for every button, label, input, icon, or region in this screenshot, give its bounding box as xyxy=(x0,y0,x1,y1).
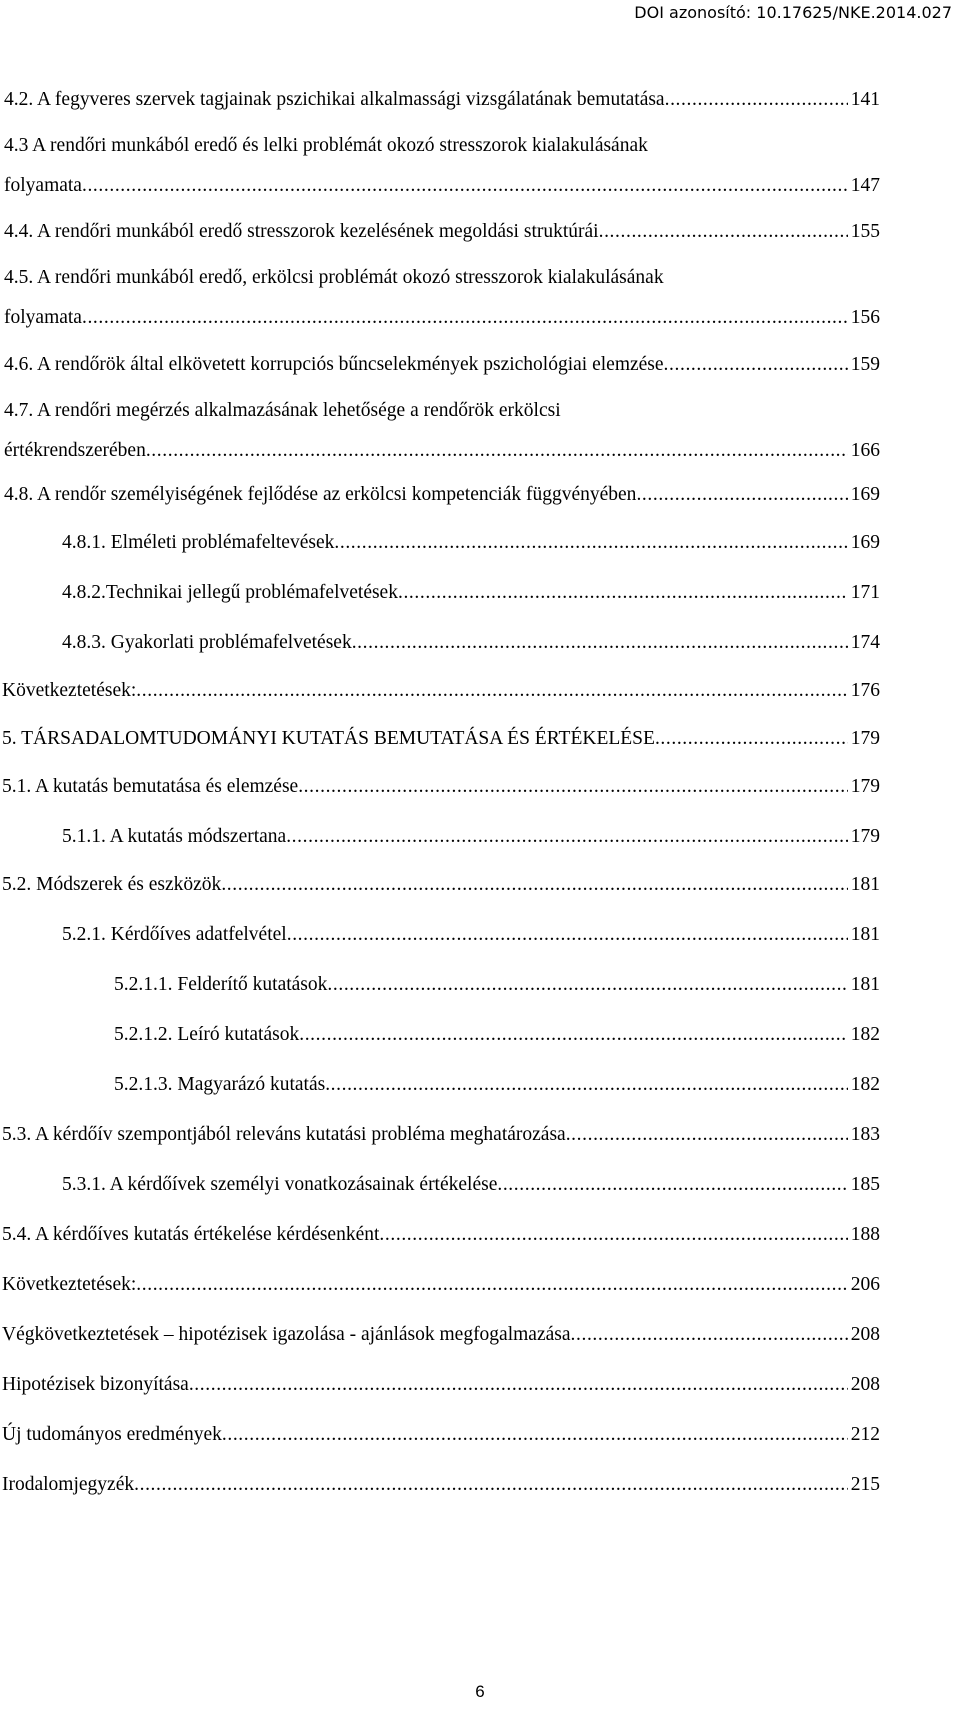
toc-leader-dots xyxy=(136,1272,847,1298)
toc-entry-title: 4.8.2.Technikai jellegű problémafelvetések xyxy=(62,582,398,603)
toc-leader-dots xyxy=(134,1472,848,1498)
toc-page-number: 169 xyxy=(850,532,880,553)
toc-leader-dots xyxy=(327,972,847,998)
toc-leader-dots xyxy=(566,1122,848,1148)
toc-leader-dots xyxy=(352,630,848,656)
toc-page-number: 171 xyxy=(850,582,880,603)
toc-entry-title: Új tudományos eredmények xyxy=(2,1424,222,1445)
toc-leader-dots xyxy=(497,1172,847,1198)
toc-entry[interactable] xyxy=(0,1472,960,1498)
toc-entry-title-line: 4.3 A rendőri munkából eredő és lelki problémát okozó stresszorok kialakulásának xyxy=(4,135,648,156)
toc-leader-dots xyxy=(222,1422,848,1448)
toc-entry[interactable] xyxy=(0,530,960,556)
toc-entry[interactable] xyxy=(0,219,960,245)
toc-entry-title: folyamata xyxy=(4,307,82,328)
toc-entry[interactable] xyxy=(0,87,960,113)
toc-leader-dots xyxy=(146,438,848,464)
toc-page-number: 155 xyxy=(850,221,880,242)
toc-entry-title: 5.2. Módszerek és eszközök xyxy=(2,874,222,895)
toc-leader-dots xyxy=(221,872,847,898)
toc-entry-title: 5. TÁRSADALOMTUDOMÁNYI KUTATÁS BEMUTATÁSA ÉS ÉRTÉKELÉSE xyxy=(2,728,655,749)
toc-page-number: 179 xyxy=(850,826,880,847)
toc-page-number: 156 xyxy=(850,307,880,328)
toc-page-number: 188 xyxy=(850,1224,880,1245)
toc-entry-title: 4.2. A fegyveres szervek tagjainak pszichikai alkalmassági vizsgálatának bemutatása xyxy=(4,89,665,110)
toc-entry[interactable] xyxy=(0,774,960,800)
toc-entry-title: 5.4. A kérdőíves kutatás értékelése kérdésenként xyxy=(2,1224,380,1245)
toc-entry[interactable] xyxy=(0,1122,960,1148)
toc-entry-title-line: 4.5. A rendőri munkából eredő, erkölcsi problémát okozó stresszorok kialakulásának xyxy=(4,267,664,288)
toc-page-number: 166 xyxy=(850,440,880,461)
toc-entry[interactable] xyxy=(0,352,960,378)
toc-leader-dots xyxy=(189,1372,848,1398)
toc-page-number: 212 xyxy=(850,1424,880,1445)
toc-page-number: 206 xyxy=(850,1274,880,1295)
doi-header: DOI azonosító: 10.17625/NKE.2014.027 xyxy=(634,3,952,22)
toc-page-number: 181 xyxy=(850,974,880,995)
toc-entry[interactable] xyxy=(0,678,960,704)
toc-entry-title: Hipotézisek bizonyítása xyxy=(2,1374,189,1395)
toc-page-number: 179 xyxy=(850,776,880,797)
toc-entry-title-line: 4.7. A rendőri megérzés alkalmazásának lehetősége a rendőrök erkölcsi xyxy=(4,400,561,421)
toc-leader-dots xyxy=(664,352,848,378)
toc-entry-title: Irodalomjegyzék xyxy=(2,1474,135,1495)
toc-entry-title: 4.8.1. Elméleti problémafeltevések xyxy=(62,532,335,553)
toc-page-number: 141 xyxy=(850,89,880,110)
toc-leader-dots xyxy=(665,87,848,113)
toc-leader-dots xyxy=(599,219,848,245)
toc-entry[interactable] xyxy=(0,398,960,464)
toc-entry-title: 5.2.1.2. Leíró kutatások xyxy=(114,1024,300,1045)
toc-page-number: 169 xyxy=(850,484,880,505)
toc-leader-dots xyxy=(298,774,848,800)
toc-page-number: 174 xyxy=(850,632,880,653)
toc-entry-title: 4.4. A rendőri munkából eredő stresszorok kezelésének megoldási struktúrái xyxy=(4,221,599,242)
toc-page-number: 182 xyxy=(850,1024,880,1045)
toc-entry[interactable] xyxy=(0,1322,960,1348)
toc-entry-title: 5.3.1. A kérdőívek személyi vonatkozásainak értékelése xyxy=(62,1174,498,1195)
toc-entry-title: 5.2.1.1. Felderítő kutatások xyxy=(114,974,328,995)
toc-entry[interactable] xyxy=(0,630,960,656)
toc-entry-title: 4.8.3. Gyakorlati problémafelvetések xyxy=(62,632,352,653)
toc-leader-dots xyxy=(655,726,848,752)
toc-page-number: 182 xyxy=(850,1074,880,1095)
toc-entry[interactable] xyxy=(0,1272,960,1298)
toc-entry-title: értékrendszerében xyxy=(4,440,146,461)
toc-leader-dots xyxy=(398,580,848,606)
toc-entry-title: 5.2.1.3. Magyarázó kutatás xyxy=(114,1074,326,1095)
toc-entry[interactable] xyxy=(0,1222,960,1248)
toc-entry[interactable] xyxy=(0,1172,960,1198)
toc-entry[interactable] xyxy=(0,1022,960,1048)
toc-leader-dots xyxy=(636,482,847,508)
toc-leader-dots xyxy=(571,1322,848,1348)
toc-page-number: 215 xyxy=(850,1474,880,1495)
toc-leader-dots xyxy=(82,305,848,331)
toc-leader-dots xyxy=(299,1022,848,1048)
toc-entry-title: 4.8. A rendőr személyiségének fejlődése az erkölcsi kompetenciák függvényében xyxy=(4,484,637,505)
toc-leader-dots xyxy=(379,1222,847,1248)
toc-leader-dots xyxy=(334,530,847,556)
toc-entry[interactable] xyxy=(0,824,960,850)
toc-entry-title: folyamata xyxy=(4,175,82,196)
toc-page-number: 185 xyxy=(850,1174,880,1195)
toc-entry[interactable] xyxy=(0,872,960,898)
toc-entry-title: 5.1. A kutatás bemutatása és elemzése xyxy=(2,776,299,797)
toc-entry-title: 5.3. A kérdőív szempontjából releváns kutatási probléma meghatározása xyxy=(2,1124,566,1145)
toc-leader-dots xyxy=(82,173,848,199)
toc-page-number: 181 xyxy=(850,874,880,895)
toc-page-number: 159 xyxy=(850,354,880,375)
toc-page-number: 183 xyxy=(850,1124,880,1145)
toc-page-number: 208 xyxy=(850,1374,880,1395)
toc-entry[interactable] xyxy=(0,1422,960,1448)
toc-page-number: 208 xyxy=(850,1324,880,1345)
toc-entry[interactable] xyxy=(0,1372,960,1398)
toc-page-number: 147 xyxy=(850,175,880,196)
toc-entry-title: 4.6. A rendőrök által elkövetett korrupciós bűncselekmények pszichológiai elemzése xyxy=(4,354,664,375)
toc-page-number: 179 xyxy=(850,728,880,749)
toc-entry-title: Végkövetkeztetések – hipotézisek igazolása - ajánlások megfogalmazása xyxy=(2,1324,571,1345)
toc-leader-dots xyxy=(287,922,848,948)
toc-entry-title: 5.2.1. Kérdőíves adatfelvétel xyxy=(62,924,287,945)
page-number: 6 xyxy=(475,1682,485,1701)
toc-leader-dots xyxy=(325,1072,848,1098)
toc-leader-dots xyxy=(136,678,847,704)
toc-entry-title: Következtetések: xyxy=(2,1274,137,1295)
toc-entry[interactable] xyxy=(0,580,960,606)
toc-entry-title: 5.1.1. A kutatás módszertana xyxy=(62,826,287,847)
toc-entry[interactable] xyxy=(0,1072,960,1098)
toc-page-number: 181 xyxy=(850,924,880,945)
toc-entry[interactable] xyxy=(0,133,960,199)
toc-entry[interactable] xyxy=(0,265,960,331)
toc-entry[interactable] xyxy=(0,972,960,998)
toc-entry[interactable] xyxy=(0,726,960,752)
toc-entry[interactable] xyxy=(0,482,960,508)
toc-page-number: 176 xyxy=(850,680,880,701)
toc-leader-dots xyxy=(286,824,848,850)
toc-entry-title: Következtetések: xyxy=(2,680,137,701)
toc-entry[interactable] xyxy=(0,922,960,948)
